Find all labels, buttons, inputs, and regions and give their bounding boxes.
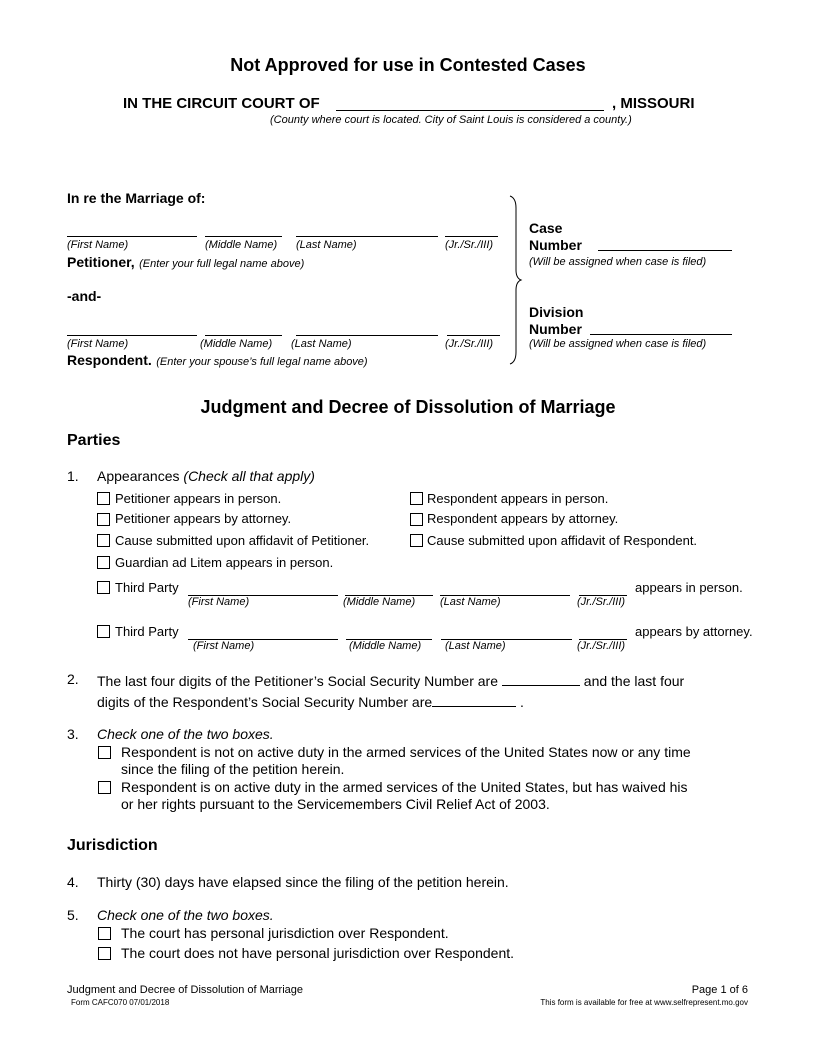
respondent-first-name-label: (First Name) [67,338,129,350]
petitioner-affidavit-checkbox[interactable] [97,534,110,547]
item-2-line-2 [97,692,524,710]
item-1-heading [97,468,315,484]
court-note: (County where court is located. City of Saint Louis is considered a county.) [270,114,632,126]
petitioner-by-attorney-label: Petitioner appears by attorney. [115,511,292,526]
third-party-in-person-checkbox[interactable] [97,581,110,594]
ssn-and-text: and the last four [583,673,685,689]
division-number-field[interactable] [590,334,732,335]
item-2-number: 2. [67,671,79,687]
appearances-hint: (Check all that apply) [183,468,315,484]
ssn-end-text: . [520,694,524,710]
warning-heading: Not Approved for use in Contested Cases [230,55,586,75]
not-active-duty-text-1: Respondent is not on active duty in the armed services of the United States now or any time [121,744,691,760]
petitioner-first-name-label: (First Name) [67,239,129,251]
third-party-1-suffix-label: (Jr./Sr./III) [577,596,626,608]
has-jurisdiction-text: The court has personal jurisdiction over Respondent. [121,925,449,941]
respondent-label: Respondent. [67,352,152,368]
third-party-1-suffix-text: appears in person. [635,580,743,595]
respondent-ssn-field[interactable] [432,692,516,707]
third-party-by-attorney-checkbox[interactable] [97,625,110,638]
petitioner-last-name-label: (Last Name) [296,239,357,251]
petitioner-label: Petitioner, [67,254,135,270]
no-jurisdiction-checkbox[interactable] [98,947,111,960]
respondent-last-name-field[interactable] [296,335,438,336]
county-field[interactable] [336,110,604,111]
case-label-1: Case [529,220,563,236]
petitioner-middle-name-label: (Middle Name) [205,239,278,251]
item-4-number: 4. [67,874,79,890]
appearances-label: Appearances [97,468,180,484]
ssn-petitioner-text: The last four digits of the Petitioner’s Social Security Number are [97,673,499,689]
respondent-line [67,352,368,370]
petitioner-in-person-checkbox[interactable] [97,492,110,505]
item-5-hint: Check one of the two boxes. [97,907,274,923]
division-label-1: Division [529,304,584,320]
petitioner-suffix-label: (Jr./Sr./III) [445,239,494,251]
case-note: (Will be assigned when case is filed) [529,256,707,268]
page-title: Judgment and Decree of Dissolution of Marriage [200,397,616,417]
division-label-2: Number [529,321,582,337]
third-party-1-first-name-label: (First Name) [188,596,250,608]
third-party-2-last-name-label: (Last Name) [445,640,506,652]
item-3-number: 3. [67,726,79,742]
footer-page-number: Page 1 of 6 [691,984,748,996]
item-1-number: 1. [67,468,79,484]
respondent-by-attorney-checkbox[interactable] [410,513,423,526]
guardian-ad-litem-checkbox[interactable] [97,556,110,569]
not-active-duty-checkbox[interactable] [98,746,111,759]
petitioner-last-name-field[interactable] [296,236,438,237]
respondent-affidavit-label: Cause submitted upon affidavit of Respondent. [427,533,698,548]
petitioner-suffix-field[interactable] [445,236,498,237]
footer-form-id: Form CAFC070 07/01/2018 [71,998,170,1007]
third-party-1-label: Third Party [115,580,179,595]
not-active-duty-text-2: since the filing of the petition herein. [121,761,345,777]
in-re-label: In re the Marriage of: [67,190,206,206]
and-label: -and- [67,288,102,304]
respondent-note: (Enter your spouse’s full legal name above) [156,356,368,368]
respondent-by-attorney-label: Respondent appears by attorney. [427,511,619,526]
footer-form-title: Judgment and Decree of Dissolution of Marriage [67,984,304,996]
respondent-suffix-field[interactable] [447,335,500,336]
court-prefix: IN THE CIRCUIT COURT OF [123,95,320,112]
no-jurisdiction-text: The court does not have personal jurisdiction over Respondent. [121,945,515,961]
parties-heading: Parties [67,432,121,449]
respondent-last-name-label: (Last Name) [291,338,352,350]
petitioner-ssn-field[interactable] [502,671,580,686]
third-party-2-first-name-label: (First Name) [193,640,255,652]
division-note: (Will be assigned when case is filed) [529,338,707,350]
footer-availability: This form is available for free at www.selfrepresent.mo.gov [540,998,748,1007]
third-party-2-suffix-text: appears by attorney. [635,624,753,639]
jurisdiction-heading: Jurisdiction [67,837,158,854]
item-5-number: 5. [67,907,79,923]
active-duty-waived-text-1: Respondent is on active duty in the armed services of the United States, but has waived his [121,779,688,795]
respondent-middle-name-field[interactable] [205,335,282,336]
respondent-in-person-checkbox[interactable] [410,492,423,505]
petitioner-first-name-field[interactable] [67,236,197,237]
third-party-1-middle-name-label: (Middle Name) [343,596,416,608]
petitioner-note: (Enter your full legal name above) [139,258,305,270]
guardian-ad-litem-label: Guardian ad Litem appears in person. [115,555,334,570]
third-party-2-suffix-label: (Jr./Sr./III) [577,640,626,652]
court-suffix: , MISSOURI [612,95,695,112]
petitioner-by-attorney-checkbox[interactable] [97,513,110,526]
caption-brace [504,194,524,366]
respondent-suffix-label: (Jr./Sr./III) [445,338,494,350]
case-label-2: Number [529,237,582,253]
item-3-hint: Check one of the two boxes. [97,726,274,742]
active-duty-waived-text-2: or her rights pursuant to the Servicemembers Civil Relief Act of 2003. [121,796,550,812]
respondent-in-person-label: Respondent appears in person. [427,491,609,506]
petitioner-in-person-label: Petitioner appears in person. [115,491,282,506]
third-party-1-last-name-label: (Last Name) [440,596,501,608]
third-party-2-middle-name-label: (Middle Name) [349,640,422,652]
third-party-2-label: Third Party [115,624,179,639]
item-2-line-1 [97,671,684,689]
respondent-first-name-field[interactable] [67,335,197,336]
respondent-middle-name-label: (Middle Name) [200,338,273,350]
respondent-affidavit-checkbox[interactable] [410,534,423,547]
item-4-text: Thirty (30) days have elapsed since the filing of the petition herein. [97,874,509,890]
case-number-field[interactable] [598,250,732,251]
active-duty-waived-checkbox[interactable] [98,781,111,794]
ssn-respondent-text: digits of the Respondent’s Social Security Number are [97,694,433,710]
petitioner-line [67,254,304,272]
petitioner-middle-name-field[interactable] [205,236,282,237]
petitioner-affidavit-label: Cause submitted upon affidavit of Petitioner. [115,533,370,548]
has-jurisdiction-checkbox[interactable] [98,927,111,940]
